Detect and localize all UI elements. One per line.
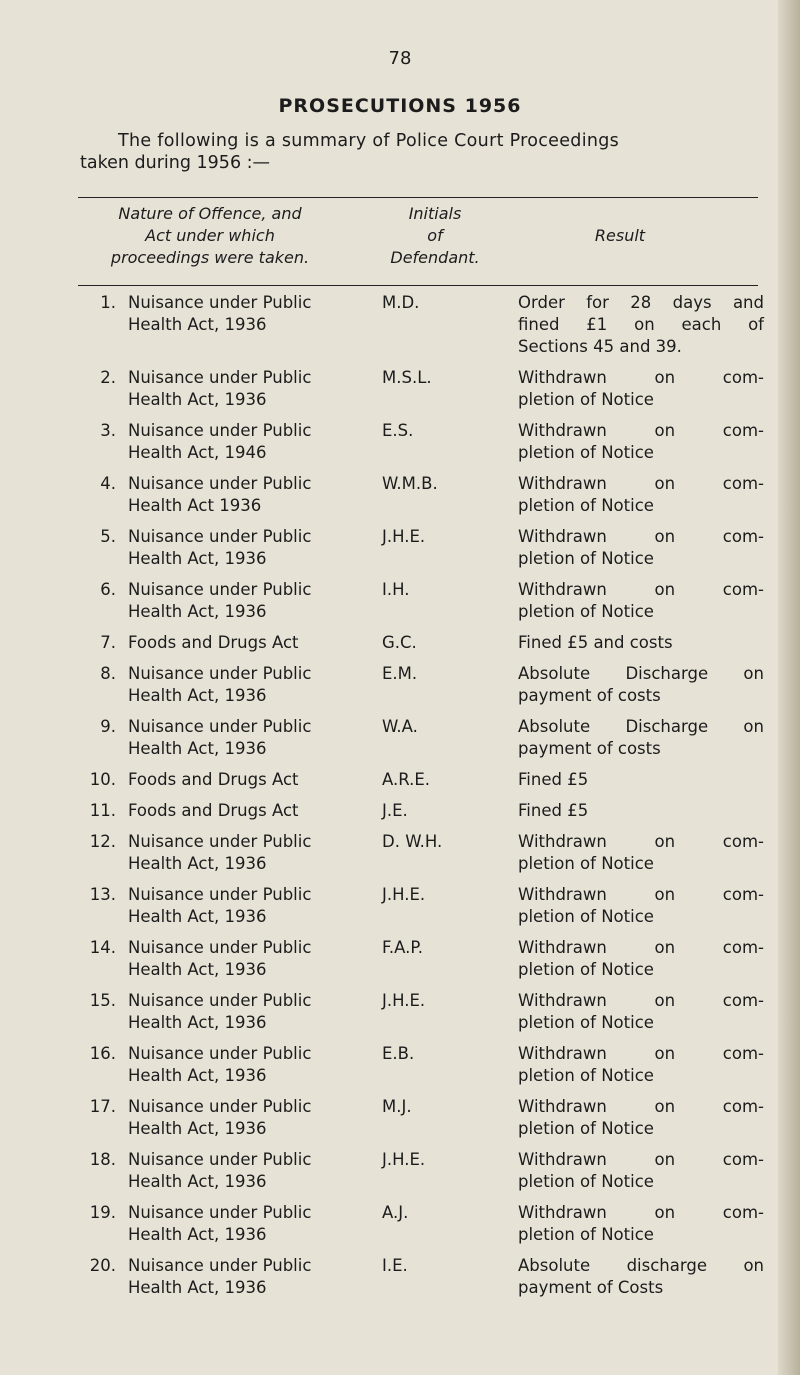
row-result xyxy=(518,990,764,1034)
row-offence xyxy=(128,1043,378,1087)
result-line: Sections 45 and 39. xyxy=(518,337,682,356)
result-line: Withdrawn on com- xyxy=(518,1044,764,1063)
result-line: pletion of Notice xyxy=(518,443,654,462)
header-nature-line-2: Act under which xyxy=(145,226,275,245)
row-number: 13. xyxy=(89,885,116,904)
offence-line: Health Act, 1936 xyxy=(128,1278,267,1297)
table-row xyxy=(0,831,800,884)
result-line: Order for 28 days and xyxy=(518,293,764,312)
offence-line: Nuisance under Public xyxy=(128,474,312,493)
prosecutions-table-body xyxy=(0,292,800,1308)
result-line: pletion of Notice xyxy=(518,549,654,568)
result-line: Withdrawn on com- xyxy=(518,1097,764,1116)
row-result xyxy=(518,663,764,707)
row-result xyxy=(518,526,764,570)
row-result xyxy=(518,716,764,760)
offence-line: Health Act, 1936 xyxy=(128,602,267,621)
row-number: 12. xyxy=(89,832,116,851)
table-row xyxy=(0,292,800,367)
row-initials: J.H.E. xyxy=(382,527,426,546)
header-nature-of-offence xyxy=(90,203,330,269)
result-line: payment of costs xyxy=(518,686,661,705)
result-line: Withdrawn on com- xyxy=(518,938,764,957)
row-initials: J.H.E. xyxy=(382,991,426,1010)
header-initials-line-2: of xyxy=(427,226,443,245)
offence-line: Health Act, 1936 xyxy=(128,1172,267,1191)
header-initials-line-1: Initials xyxy=(408,204,462,223)
row-result xyxy=(518,831,764,875)
row-offence xyxy=(128,632,378,654)
result-line: pletion of Notice xyxy=(518,907,654,926)
row-result xyxy=(518,1149,764,1193)
row-number: 19. xyxy=(89,1203,116,1222)
header-nature-line-1: Nature of Offence, and xyxy=(118,204,302,223)
result-line: Withdrawn on com- xyxy=(518,885,764,904)
row-initials: W.M.B. xyxy=(382,474,438,493)
offence-line: Nuisance under Public xyxy=(128,1097,312,1116)
row-number: 18. xyxy=(89,1150,116,1169)
row-result xyxy=(518,420,764,464)
offence-line: Health Act, 1936 xyxy=(128,907,267,926)
result-line: pletion of Notice xyxy=(518,1225,654,1244)
offence-line: Nuisance under Public xyxy=(128,527,312,546)
table-row xyxy=(0,367,800,420)
table-row xyxy=(0,937,800,990)
table-row xyxy=(0,1096,800,1149)
offence-line: Health Act, 1936 xyxy=(128,686,267,705)
row-offence xyxy=(128,579,378,623)
row-result xyxy=(518,1255,764,1299)
table-row xyxy=(0,716,800,769)
row-result xyxy=(518,292,764,358)
table-top-rule xyxy=(78,197,758,198)
row-number: 14. xyxy=(89,938,116,957)
table-row xyxy=(0,800,800,831)
row-number: 11. xyxy=(89,801,116,820)
intro-line-1: The following is a summary of Police Court Proceedings xyxy=(118,131,620,151)
row-offence xyxy=(128,1255,378,1299)
row-initials: A.J. xyxy=(382,1203,409,1222)
offence-line: Health Act, 1936 xyxy=(128,739,267,758)
result-line: pletion of Notice xyxy=(518,1013,654,1032)
row-initials: E.B. xyxy=(382,1044,415,1063)
row-initials: W.A. xyxy=(382,717,418,736)
intro-line-2: taken during 1956 :— xyxy=(80,153,271,173)
table-row xyxy=(0,632,800,663)
row-offence xyxy=(128,1202,378,1246)
page-title: PROSECUTIONS 1956 xyxy=(278,95,522,117)
header-initials xyxy=(370,203,500,269)
row-initials: A.R.E. xyxy=(382,770,431,789)
result-line: pletion of Notice xyxy=(518,496,654,515)
result-line: Withdrawn on com- xyxy=(518,1203,764,1222)
offence-line: Nuisance under Public xyxy=(128,293,312,312)
row-number: 1. xyxy=(100,293,116,312)
header-initials-line-3: Defendant. xyxy=(390,248,480,267)
offence-line: Nuisance under Public xyxy=(128,1044,312,1063)
row-number: 7. xyxy=(100,633,116,652)
row-number: 20. xyxy=(89,1256,116,1275)
offence-line: Health Act 1936 xyxy=(128,496,262,515)
row-result xyxy=(518,473,764,517)
row-initials: G.C. xyxy=(382,633,417,652)
offence-line: Health Act, 1936 xyxy=(128,549,267,568)
row-offence xyxy=(128,831,378,875)
offence-line: Health Act, 1936 xyxy=(128,1013,267,1032)
table-row xyxy=(0,769,800,800)
row-number: 16. xyxy=(89,1044,116,1063)
offence-line: Nuisance under Public xyxy=(128,991,312,1010)
result-line: pletion of Notice xyxy=(518,602,654,621)
offence-line: Nuisance under Public xyxy=(128,717,312,736)
result-line: Withdrawn on com- xyxy=(518,1150,764,1169)
result-line: Absolute discharge on xyxy=(518,1256,764,1275)
row-offence xyxy=(128,292,378,336)
row-offence xyxy=(128,937,378,981)
result-line: Fined £5 xyxy=(518,770,589,789)
result-line: Absolute Discharge on xyxy=(518,717,764,736)
row-number: 5. xyxy=(100,527,116,546)
result-line: Withdrawn on com- xyxy=(518,474,764,493)
offence-line: Health Act, 1936 xyxy=(128,1066,267,1085)
header-nature-line-3: proceedings were taken. xyxy=(110,248,310,267)
result-line: Withdrawn on com- xyxy=(518,991,764,1010)
table-row xyxy=(0,1202,800,1255)
table-row xyxy=(0,579,800,632)
row-initials: J.H.E. xyxy=(382,885,426,904)
intro-paragraph xyxy=(80,130,770,174)
table-row xyxy=(0,1149,800,1202)
result-line: pletion of Notice xyxy=(518,960,654,979)
row-result xyxy=(518,884,764,928)
row-offence xyxy=(128,526,378,570)
row-offence xyxy=(128,769,378,791)
result-line: Absolute Discharge on xyxy=(518,664,764,683)
offence-line: Health Act, 1936 xyxy=(128,960,267,979)
table-row xyxy=(0,1255,800,1308)
result-line: Fined £5 xyxy=(518,801,589,820)
row-initials: M.S.L. xyxy=(382,368,432,387)
row-number: 9. xyxy=(100,717,116,736)
offence-line: Nuisance under Public xyxy=(128,664,312,683)
table-row xyxy=(0,1043,800,1096)
row-offence xyxy=(128,884,378,928)
row-offence xyxy=(128,716,378,760)
table-row xyxy=(0,663,800,716)
row-number: 15. xyxy=(89,991,116,1010)
offence-line: Nuisance under Public xyxy=(128,580,312,599)
row-result xyxy=(518,1096,764,1140)
row-number: 6. xyxy=(100,580,116,599)
row-initials: M.J. xyxy=(382,1097,412,1116)
table-row xyxy=(0,526,800,579)
row-initials: J.H.E. xyxy=(382,1150,426,1169)
result-line: pletion of Notice xyxy=(518,854,654,873)
offence-line: Nuisance under Public xyxy=(128,1256,312,1275)
row-result xyxy=(518,367,764,411)
row-number: 2. xyxy=(100,368,116,387)
offence-line: Foods and Drugs Act xyxy=(128,770,299,789)
row-offence xyxy=(128,420,378,464)
row-result xyxy=(518,579,764,623)
row-offence xyxy=(128,663,378,707)
result-line: Withdrawn on com- xyxy=(518,527,764,546)
offence-line: Foods and Drugs Act xyxy=(128,633,299,652)
row-number: 17. xyxy=(89,1097,116,1116)
offence-line: Nuisance under Public xyxy=(128,832,312,851)
offence-line: Nuisance under Public xyxy=(128,1150,312,1169)
result-line: Withdrawn on com- xyxy=(518,832,764,851)
row-initials: I.H. xyxy=(382,580,410,599)
row-result xyxy=(518,1043,764,1087)
row-result xyxy=(518,632,764,654)
offence-line: Nuisance under Public xyxy=(128,1203,312,1222)
offence-line: Nuisance under Public xyxy=(128,368,312,387)
offence-line: Health Act, 1936 xyxy=(128,1225,267,1244)
table-row xyxy=(0,420,800,473)
row-result xyxy=(518,1202,764,1246)
row-offence xyxy=(128,367,378,411)
result-line: pletion of Notice xyxy=(518,390,654,409)
row-offence xyxy=(128,800,378,822)
offence-line: Health Act, 1946 xyxy=(128,443,267,462)
result-line: pletion of Notice xyxy=(518,1066,654,1085)
offence-line: Foods and Drugs Act xyxy=(128,801,299,820)
row-initials: M.D. xyxy=(382,293,420,312)
row-offence xyxy=(128,1149,378,1193)
table-row xyxy=(0,473,800,526)
offence-line: Health Act, 1936 xyxy=(128,1119,267,1138)
row-number: 3. xyxy=(100,421,116,440)
row-result xyxy=(518,769,764,791)
offence-line: Nuisance under Public xyxy=(128,421,312,440)
result-line: Withdrawn on com- xyxy=(518,421,764,440)
offence-line: Nuisance under Public xyxy=(128,938,312,957)
table-row xyxy=(0,884,800,937)
row-number: 10. xyxy=(89,770,116,789)
offence-line: Nuisance under Public xyxy=(128,885,312,904)
offence-line: Health Act, 1936 xyxy=(128,315,267,334)
table-header-rule xyxy=(78,285,758,286)
result-line: Withdrawn on com- xyxy=(518,368,764,387)
offence-line: Health Act, 1936 xyxy=(128,854,267,873)
row-initials: E.M. xyxy=(382,664,418,683)
row-number: 4. xyxy=(100,474,116,493)
row-result xyxy=(518,937,764,981)
result-line: pletion of Notice xyxy=(518,1119,654,1138)
row-result xyxy=(518,800,764,822)
row-initials: J.E. xyxy=(382,801,408,820)
result-line: fined £1 on each of xyxy=(518,315,764,334)
table-row xyxy=(0,990,800,1043)
result-line: pletion of Notice xyxy=(518,1172,654,1191)
result-line: payment of Costs xyxy=(518,1278,664,1297)
row-initials: E.S. xyxy=(382,421,414,440)
row-number: 8. xyxy=(100,664,116,683)
row-offence xyxy=(128,990,378,1034)
result-line: payment of costs xyxy=(518,739,661,758)
header-result: Result xyxy=(594,226,646,245)
row-initials: D. W.H. xyxy=(382,832,443,851)
result-line: Withdrawn on com- xyxy=(518,580,764,599)
row-offence xyxy=(128,473,378,517)
page-number: 78 xyxy=(388,48,412,69)
row-initials: I.E. xyxy=(382,1256,408,1275)
row-offence xyxy=(128,1096,378,1140)
row-initials: F.A.P. xyxy=(382,938,423,957)
offence-line: Health Act, 1936 xyxy=(128,390,267,409)
result-line: Fined £5 and costs xyxy=(518,633,673,652)
